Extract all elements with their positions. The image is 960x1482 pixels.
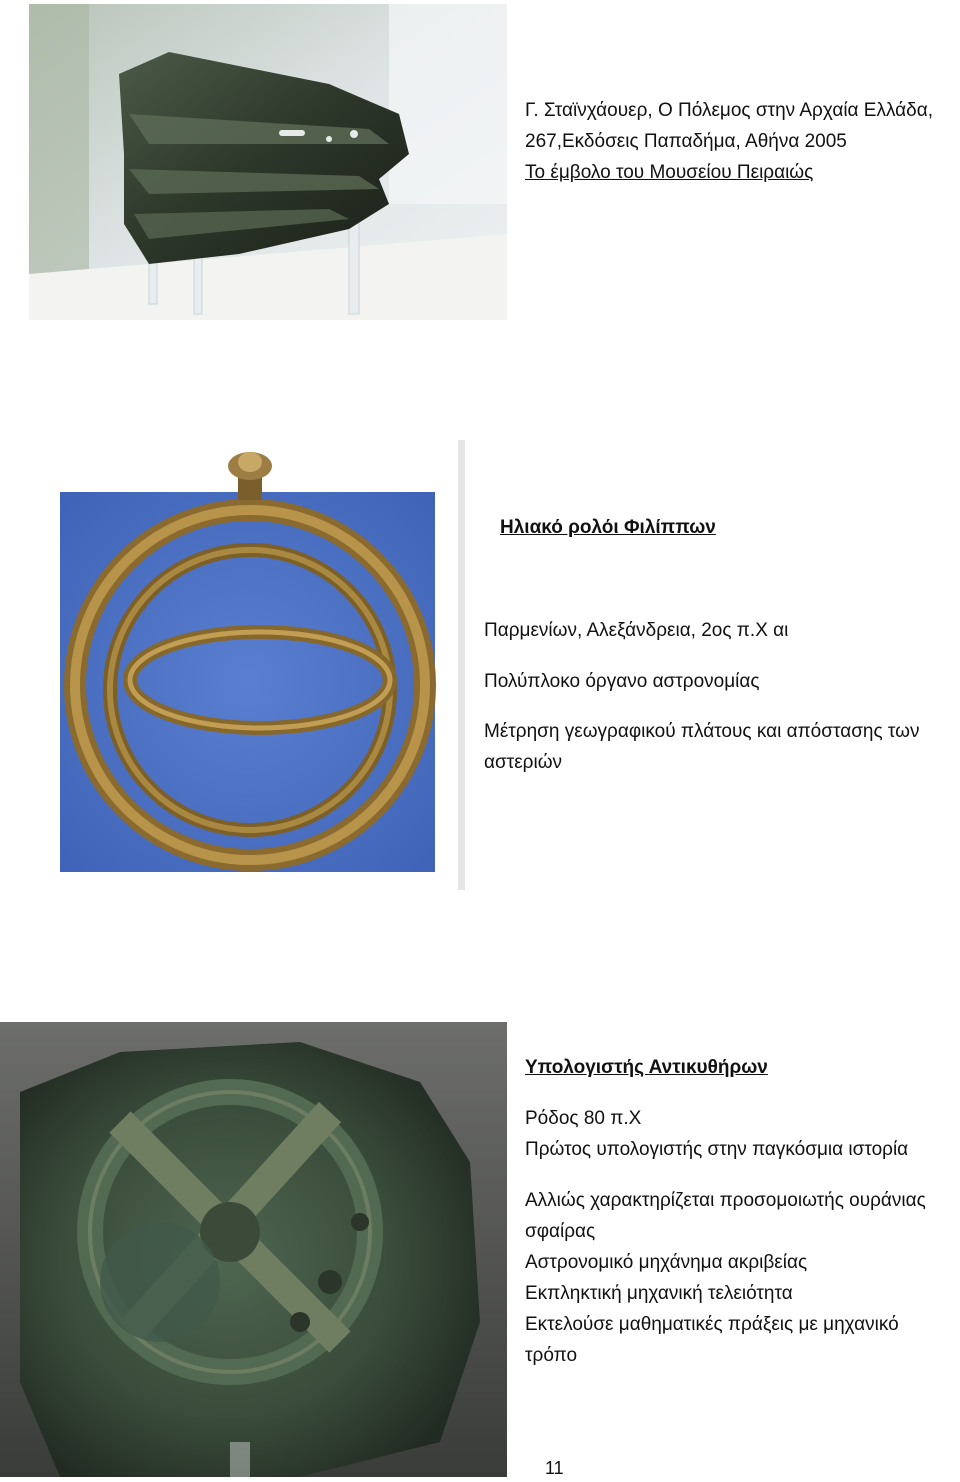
antikythera-line2: Πρώτος υπολογιστής στην παγκόσμια ιστορία xyxy=(525,1139,909,1160)
ram-title: Το έμβολο του Μουσείου Πειραιώς xyxy=(525,162,814,183)
antikythera-line6b: τρόπο xyxy=(525,1345,578,1366)
sundial-line2: Πολύπλοκο όργανο αστρονομίας xyxy=(484,671,760,692)
antikythera-title: Υπολογιστής Αντικυθήρων xyxy=(525,1057,768,1078)
antikythera-line1: Ρόδος 80 π.Χ xyxy=(525,1108,642,1129)
antikythera-photo xyxy=(0,1022,507,1477)
page-number: 11 xyxy=(545,1458,564,1478)
ram-citation-line1: Γ. Σταϊνχάουερ, Ο Πόλεμος στην Αρχαία Ελλάδα, xyxy=(525,100,934,121)
sundial-line3b: αστεριών xyxy=(484,752,563,773)
antikythera-line3b: σφαίρας xyxy=(525,1221,596,1242)
ram-citation-line2: 267,Εκδόσεις Παπαδήμα, Αθήνα 2005 xyxy=(525,131,847,152)
antikythera-line4: Αστρονομικό μηχάνημα ακριβείας xyxy=(525,1252,808,1273)
antikythera-line5: Εκπληκτική μηχανική τελειότητα xyxy=(525,1283,793,1304)
antikythera-line6a: Εκτελούσε μαθηματικές πράξεις με μηχανικό xyxy=(525,1314,899,1335)
sundial-title: Ηλιακό ρολόι Φιλίππων xyxy=(500,517,716,538)
sundial-line3a: Μέτρηση γεωγραφικού πλάτους και απόστασης των xyxy=(484,721,920,742)
antikythera-line3a: Αλλιώς χαρακτηρίζεται προσομοιωτής ουράνιας xyxy=(525,1190,926,1211)
bronze-ram-photo xyxy=(29,4,507,320)
sundial-line1: Παρμενίων, Αλεξάνδρεια, 2ος π.Χ αι xyxy=(484,620,789,641)
sundial-photo xyxy=(50,440,465,890)
